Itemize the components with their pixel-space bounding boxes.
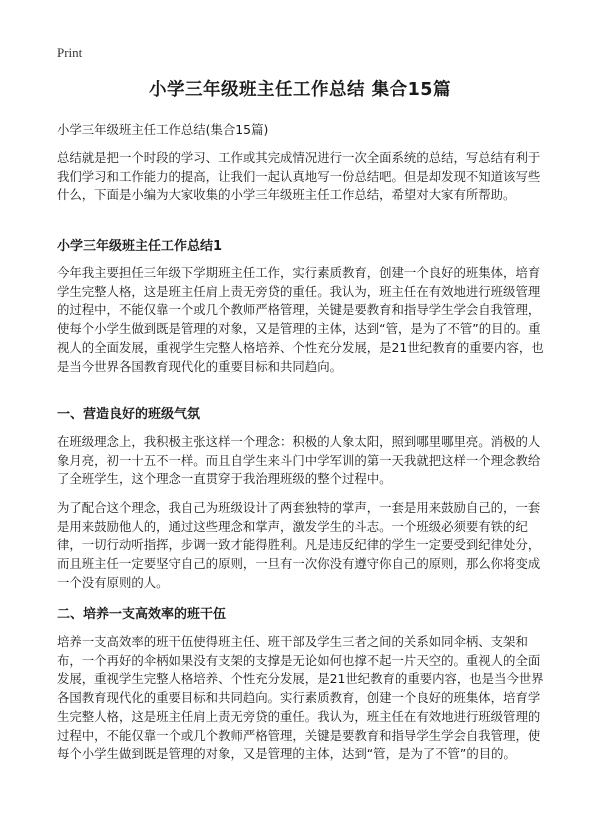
- section1-paragraph: 今年我主要担任三年级下学期班主任工作，实行素质教育，创建一个良好的班集体，培育学生完整人格，这是班主任肩上责无旁贷的重任。我认为，班主任在有效地进行班级管理的过程中，不能仅靠一个或几个教师严格管理，关键是要教育和指导学生学会自我管理，使每个小学生做到既是管理的对象，又是管理的主体，达到“管，是为了不管”的目的。重视人的全面发展，重视学生完整人格培养、个性充分发展，是21世纪教育的重要内容，也是当今世界各国教育现代化的重要目标和共同趋向。: [57, 265, 544, 374]
- section-heading-a: 一、营造良好的班级气氛: [57, 407, 201, 422]
- paragraph-a1: 在班级理念上，我积极主张这样一个理念：积极的人象太阳，照到哪里哪里亮。消极的人象月亮，初一十五不一样。而且自学生来斗门中学军训的第一天我就把这样一个理念教给了全班学生，这个理念一直贯穿于我治理班级的整个过程中。: [57, 434, 541, 487]
- document-subtitle: 小学三年级班主任工作总结(集合15篇): [57, 122, 269, 137]
- print-label[interactable]: Print: [57, 45, 83, 60]
- intro-paragraph: 总结就是把一个时段的学习、工作或其完成情况进行一次全面系统的总结，写总结有利于我们学习和工作能力的提高，让我们一起认真地写一份总结吧。但是却发现不知道该写些什么，下面是小编为大家收集的小学三年级班主任工作总结，希望对大家有所帮助。: [57, 150, 541, 203]
- section-heading-1: 小学三年级班主任工作总结1: [57, 239, 223, 254]
- paragraph-a2: 为了配合这个理念，我自己为班级设计了两套独特的掌声，一套是用来鼓励自己的，一套是用来鼓励他人的，通过这些理念和掌声，激发学生的斗志。一个班级必须要有铁的纪律，一切行动听指挥，步调一致才能得胜利。凡是违反纪律的学生一定要受到纪律处分，而且班主任一定要坚守自己的原则，一旦有一次你没有遵守你自己的原则，那么你将变成一个没有原则的人。: [57, 500, 541, 590]
- paragraph-b1: 培养一支高效率的班干伍使得班主任、班干部及学生三者之间的关系如同伞柄、支架和布，一个再好的伞柄如果没有支架的支撑是无论如何也撑不起一片天空的。重视人的全面发展，重视学生完整人格培养、个性充分发展，是21世纪教育的重要内容，也是当今世界各国教育现代化的重要目标和共同趋向。实行素质教育，创建一个良好的班集体，培育学生完整人格，这是班主任肩上责无旁贷的重任。我认为，班主任在有效地进行班级管理的过程中，不能仅靠一个或几个教师严格管理，关键是要教育和指导学生学会自我管理，使每个小学生做到既是管理的对象，又是管理的主体，达到“管，是为了不管”的目的。: [57, 634, 544, 762]
- page-title: 小学三年级班主任工作总结 集合15篇: [149, 80, 451, 100]
- section-heading-b: 二、培养一支高效率的班干伍: [57, 607, 227, 622]
